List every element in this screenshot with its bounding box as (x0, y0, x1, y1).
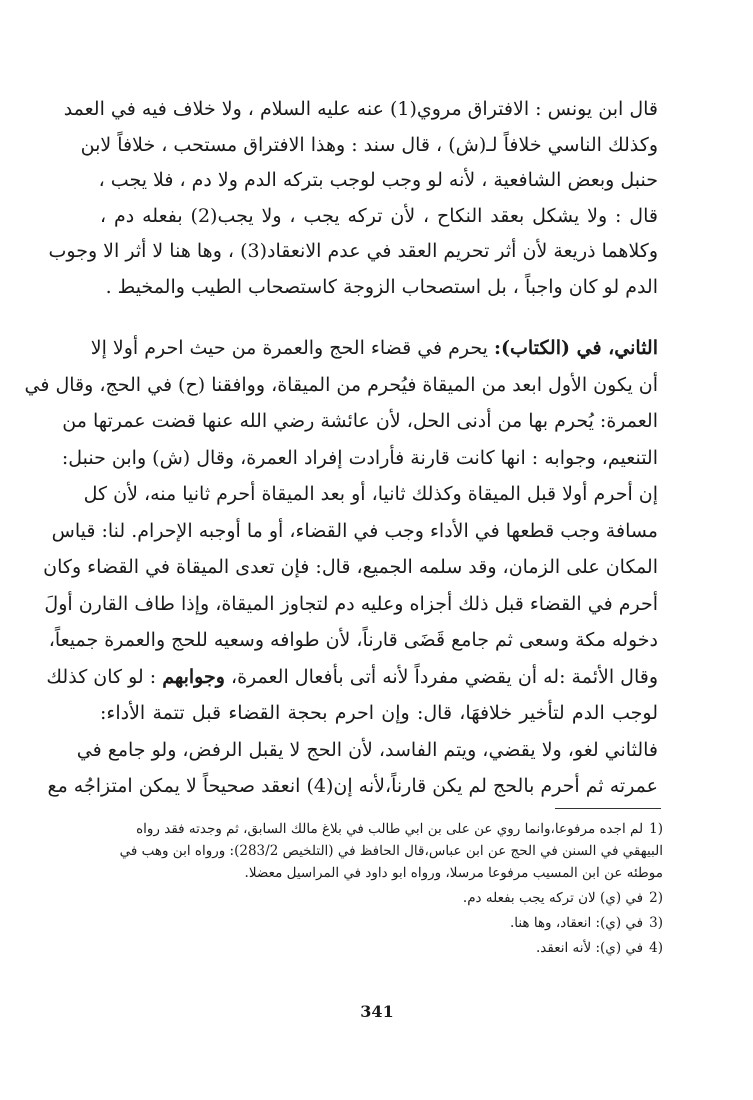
text-line: عمرته ثم أحرم بالحج لم يكن قارناً،لأنه إن(4) انعقد صحيحاً لا يمكن امتزاجُه مع (47, 775, 658, 797)
text-line: قال : ولا يشكل بعقد النكاح ، لأن تركه يجب ، ولا يجب(2) بفعله دم ، (100, 204, 658, 227)
footnote-text: في (ي): انعقاد، وها هنا. (509, 915, 644, 931)
footnote-number: 3) (649, 915, 663, 931)
text-line-first (90, 330, 658, 367)
text-line: وقال الأئمة :له أن يقضي مفرداً لأنه أتى بأفعال العمرة، وجوابهم : لو كان كذلك (46, 665, 658, 688)
footnotes (95, 818, 663, 962)
emphasized-phrase: وجوابهم (162, 665, 225, 688)
text-line: التنعيم، وجوابه : انها كانت قارنة فأرادت إفراد العمرة، وقال (ش) وابن حنبل: (61, 446, 658, 469)
text-line: وكلاهما ذريعة لأن أثر تحريم العقد في عدم الانعقاد(3) ، وها هنا لا أثر الا وجوب (48, 240, 658, 262)
text-line: فالثاني لغو، ولا يقضي، ويتم الفاسد، لأن الحج لا يقبل الرفض، ولو جامع في (76, 738, 658, 761)
text-line: حنبل وبعض الشافعية ، لأنه لو وجب لوجب بتركه الدم ولا دم ، فلا يجب ، (98, 169, 658, 191)
text-line: أحرم في القضاء قبل ذلك أجزاه وعليه دم لتجاوز الميقاة، وإذا طاف القارن أولَ (44, 592, 658, 615)
footnote-number: 1) (649, 821, 663, 837)
footnote-separator (555, 808, 661, 809)
footnote-number: 4) (649, 940, 663, 956)
text-line: دخوله مكة وسعى ثم جامع قَضَى قارناً، لأن طوافه وسعيه للحج والعمرة جميعاً، (48, 629, 658, 651)
text-line: إن أحرم أولا قبل الميقاة وكذلك ثانيا، أو بعد الميقاة أحرم ثانيا منه، لأن كل (83, 483, 658, 505)
text-line: لوجب الدم لتأخير خلافهَا، قال: وإن احرم بحجة القضاء قبل تتمة الأداء: (100, 702, 658, 724)
text-line: قال ابن يونس : الافتراق مروي(1) عنه عليه السلام ، ولا خلاف فيه في العمد (63, 98, 658, 120)
paragraph-2 (24, 330, 658, 805)
text-line: الدم لو كان واجباً ، بل استصحاب الزوجة كاستصحاب الطيب والمخيط . (105, 275, 658, 298)
footnote (95, 818, 663, 884)
footnote-text: لم اجده مرفوعا،وانما روي عن على بن ابي طالب في بلاغ مالك السابق، ثم وجدته فقد رواه البيهقي في السنن في الحج عن ابن عباس،قال الحافظ في (التلخيص 283/2): ورواه ابن وهب في موطئه عن ابن المسيب مرفوعا مرسلا، ورواه ابو داود في المراسيل معضلا. (119, 821, 663, 881)
text-line: المكان على الزمان، وقد سلمه الجميع، قال: فإن تعدى الميقاة في القضاء وكان (43, 556, 658, 578)
text-line: العمرة: يُحرم بها من أدنى الحل، لأن عائشة رضي الله عنها قضت عمرتها من (62, 410, 658, 432)
page-number: 341 (360, 1002, 394, 1021)
footnote (95, 912, 663, 934)
text-line: وكذلك الناسي خلافاً لـ(ش) ، قال سند : وهذا الافتراق مستحب ، خلافاً لابن (80, 133, 658, 156)
footnote-number: 2) (649, 890, 663, 906)
footnote-text: في (ي) لان تركه يجب بفعله دم. (462, 890, 644, 906)
text-fragment: يحرم في قضاء الحج والعمرة من حيث احرم أولا إلا (90, 337, 488, 359)
text-line: أن يكون الأول ابعد من الميقاة فيُحرم من الميقاة، ووافقنا (ح) في الحج، وقال في (24, 373, 658, 396)
footnote (95, 887, 663, 909)
footnote-text: في (ي): لأنه انعقد. (535, 940, 644, 956)
section-heading: الثاني، في (الكتاب): (494, 337, 658, 359)
footnote (95, 937, 663, 959)
text-line: مسافة وجب قطعها في الأداء وجب في القضاء، أو ما أوجبه الإحرام. لنا: قياس (51, 519, 658, 542)
paragraph-1 (48, 92, 658, 305)
